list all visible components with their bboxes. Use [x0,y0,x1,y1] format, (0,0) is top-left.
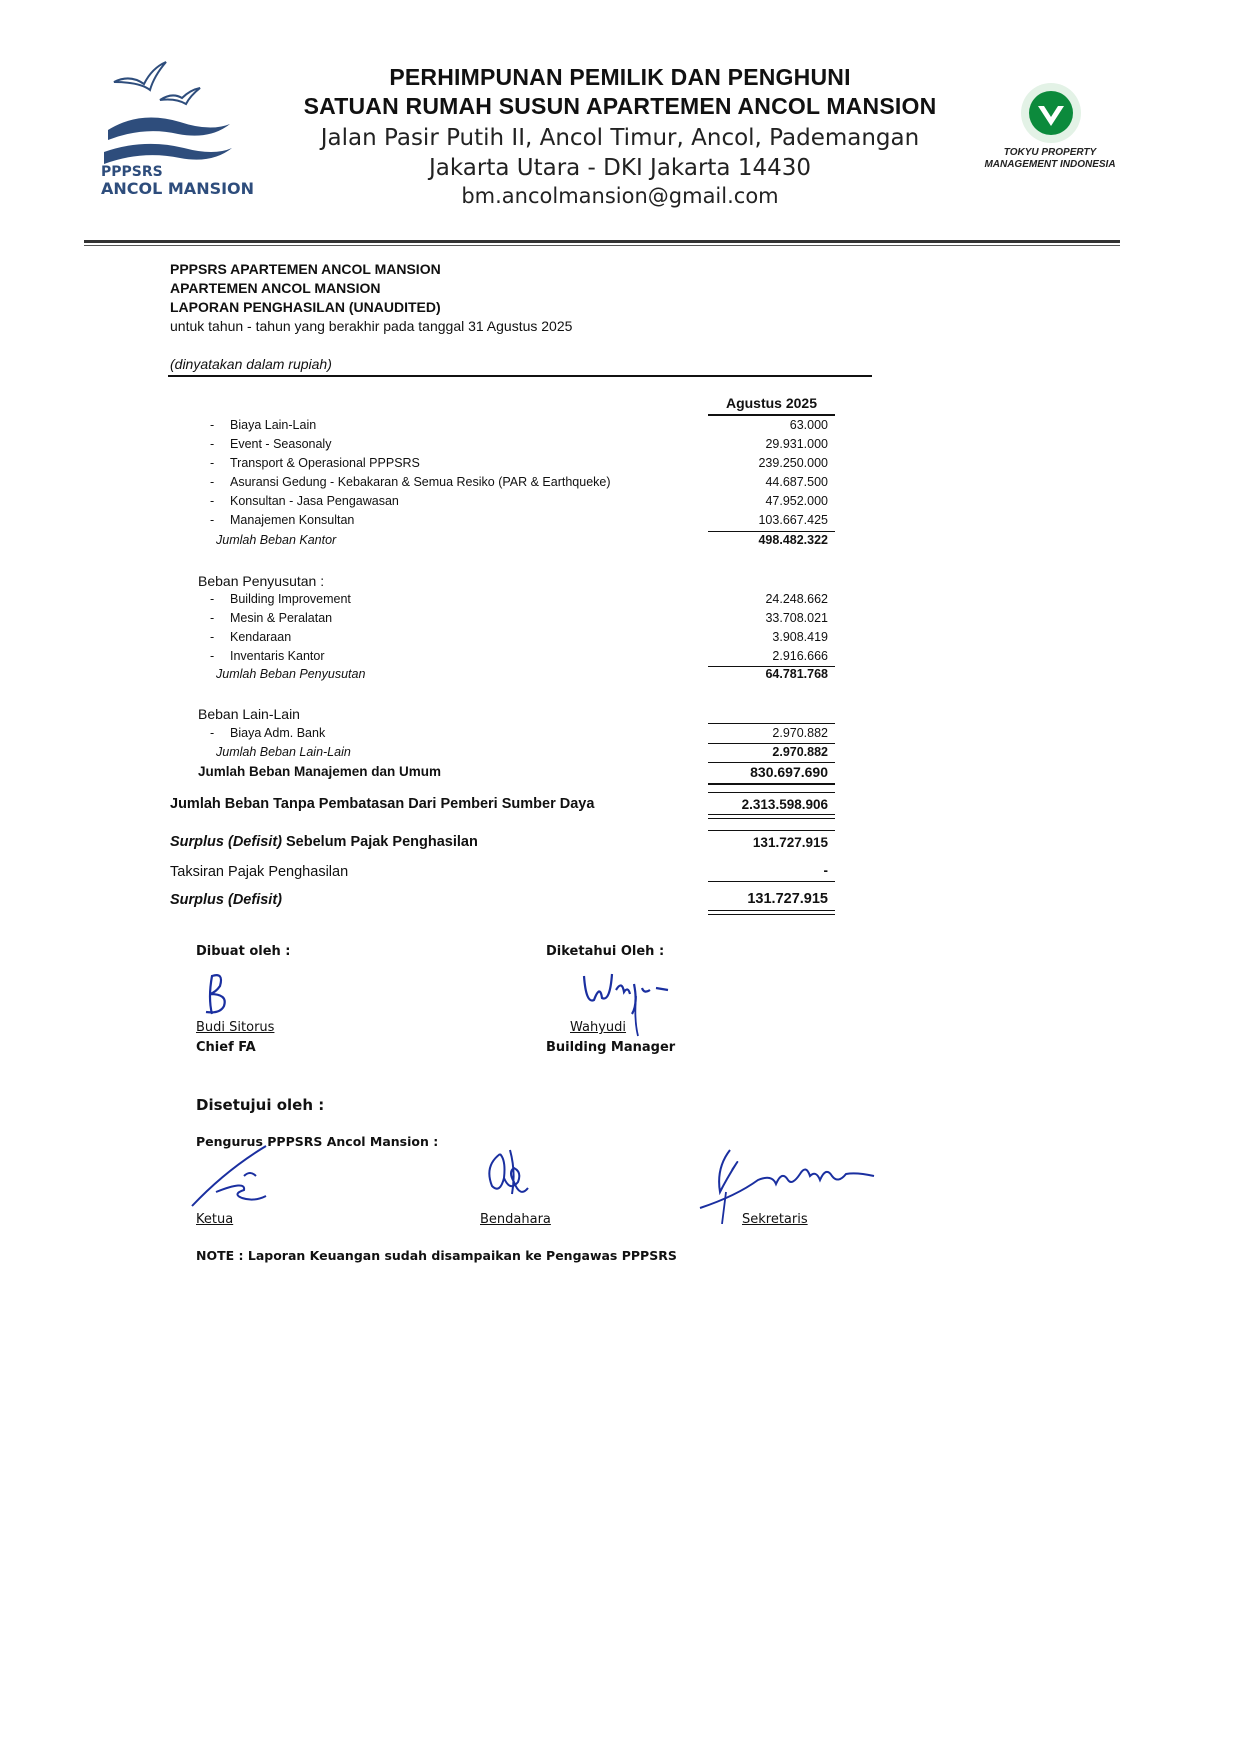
total-manajemen-label: Jumlah Beban Manajemen dan Umum [198,764,442,779]
report-title: LAPORAN PENGHASILAN (UNAUDITED) [170,299,441,315]
section-heading: Beban Lain-Lain [198,706,300,722]
table-row [200,726,840,744]
row-dash: - [210,630,215,644]
total-rule [708,814,835,815]
table-row [200,630,840,648]
table-row [200,456,840,474]
row-label: Inventaris Kantor [230,649,325,663]
total-rule [708,762,835,763]
left-logo-text-top: PPPSRS [101,164,163,180]
row-dash: - [210,494,215,508]
prepared-by-name: Budi Sitorus [196,1020,275,1035]
table-row [200,592,840,610]
row-value: 3.908.419 [772,630,828,644]
row-label: Mesin & Peralatan [230,611,333,625]
row-label: Manajemen Konsultan [230,513,355,527]
approved-by-label: Disetujui oleh : [196,1096,325,1114]
surplus-label: Surplus (Defisit) [170,892,282,908]
row-dash: - [210,437,215,451]
subtotal-value: 64.781.768 [765,667,828,681]
subtotal-label: Jumlah Beban Kantor [216,533,337,547]
row-dash: - [210,513,215,527]
acknowledged-by-label: Diketahui Oleh : [546,944,665,959]
letterhead-rule-thin [84,245,1120,246]
total-tanpa-label: Jumlah Beban Tanpa Pembatasan Dari Pemberi Sumber Daya [170,796,595,812]
signature-ketua [186,1140,286,1210]
right-logo [1016,78,1086,148]
right-logo-text-top: TOKYU PROPERTY [1003,147,1097,158]
total-manajemen-value: 830.697.690 [750,764,828,780]
table-row [200,418,840,436]
subtotal-row [200,667,840,685]
column-header-rule [708,414,835,416]
subtotal-label: Jumlah Beban Penyusutan [216,667,366,681]
acknowledged-by-name: Wahyudi [570,1020,627,1035]
subtotal-row [200,533,840,551]
row-label: Kendaraan [230,630,292,644]
row-dash: - [210,418,215,432]
signature-bendahara [480,1142,540,1204]
row-value: 33.708.021 [765,611,828,625]
total-rule [708,914,835,915]
tax-label: Taksiran Pajak Penghasilan [170,864,349,880]
surplus-value: 131.727.915 [747,891,828,907]
row-label: Konsultan - Jasa Pengawasan [230,494,399,508]
table-row [200,494,840,512]
row-label: Transport & Operasional PPPSRS [230,456,420,470]
table-row [200,649,840,667]
surplus-pre-tax-value: 131.727.915 [752,835,828,850]
acknowledged-by-role: Building Manager [546,1040,676,1055]
row-value: 2.970.882 [772,726,828,740]
right-logo-text-bottom: MANAGEMENT INDONESIA [984,159,1116,170]
subtotal-value: 498.482.322 [758,533,828,547]
section-heading: Beban Penyusutan : [198,573,325,589]
row-value: 29.931.000 [765,437,828,451]
report-org: PPPSRS APARTEMEN ANCOL MANSION [170,261,441,277]
tax-value: - [823,863,828,878]
table-row [200,437,840,455]
row-value: 2.916.666 [772,649,828,663]
letterhead-email: bm.ancolmansion@gmail.com [461,184,779,208]
note-text: NOTE : Laporan Keuangan sudah disampaikan ke Pengawas PPPSRS [196,1248,677,1263]
row-dash: - [210,456,215,470]
row-value: 63.000 [789,418,828,432]
tokyu-logo-icon [1016,78,1086,148]
row-value: 47.952.000 [765,494,828,508]
row-label: Asuransi Gedung - Kebakaran & Semua Resiko (PAR & Earthqueke) [230,475,611,489]
surplus-pre-tax-italic: Surplus (Defisit) [170,834,282,850]
row-value: 44.687.500 [765,475,828,489]
total-rule [708,881,835,882]
subtotal-value: 2.970.882 [772,745,828,759]
subtotal-rule [708,743,835,744]
table-row [200,513,840,531]
units-rule [168,375,872,377]
total-rule [708,830,835,831]
row-value: 103.667.425 [758,513,828,527]
total-rule [708,792,835,793]
surplus-pre-tax-rest: Sebelum Pajak Penghasilan [281,834,478,850]
letterhead-title-1: PERHIMPUNAN PEMILIK DAN PENGHUNI [389,64,851,90]
report-units: (dinyatakan dalam rupiah) [170,356,332,372]
signature-budi [190,968,260,1020]
report-period: untuk tahun - tahun yang berakhir pada tanggal 31 Agustus 2025 [170,318,573,334]
left-logo-text-bottom: ANCOL MANSION [101,179,255,198]
prepared-by-role: Chief FA [196,1040,256,1055]
row-label: Building Improvement [230,592,351,606]
row-value: 24.248.662 [765,592,828,606]
letterhead-address-1: Jalan Pasir Putih II, Ancol Timur, Ancol, Pademangan [320,125,920,151]
table-row [200,475,840,493]
signature-icon [190,968,260,1020]
surplus-pre-tax-label [170,834,478,850]
total-rule [708,783,835,785]
column-header: Agustus 2025 [725,395,818,411]
row-label: Biaya Adm. Bank [230,726,326,740]
letterhead-rule [84,240,1120,243]
row-dash: - [210,475,215,489]
total-rule [708,910,835,911]
row-value: 239.250.000 [758,456,828,470]
letterhead-title-2: SATUAN RUMAH SUSUN APARTEMEN ANCOL MANSION [303,93,937,119]
prepared-by-label: Dibuat oleh : [196,944,291,959]
treasurer-label: Bendahara [480,1212,551,1227]
table-row [200,611,840,629]
row-dash: - [210,592,215,606]
letterhead-address-2: Jakarta Utara - DKI Jakarta 14430 [428,155,811,181]
report-building: APARTEMEN ANCOL MANSION [170,280,381,296]
row-top-rule [708,723,835,724]
chairman-label: Ketua [196,1212,234,1227]
total-rule [708,818,835,819]
row-label: Biaya Lain-Lain [230,418,317,432]
subtotal-rule [708,531,835,532]
total-tanpa-value: 2.313.598.906 [741,797,828,812]
row-dash: - [210,726,215,740]
signature-icon [186,1140,286,1210]
board-label: Pengurus PPPSRS Ancol Mansion : [196,1134,439,1149]
subtotal-row [200,745,840,763]
signature-icon [480,1142,540,1204]
row-label: Event - Seasonaly [230,437,332,451]
row-dash: - [210,611,215,625]
secretary-label: Sekretaris [742,1212,808,1227]
row-dash: - [210,649,215,663]
subtotal-label: Jumlah Beban Lain-Lain [216,745,351,759]
